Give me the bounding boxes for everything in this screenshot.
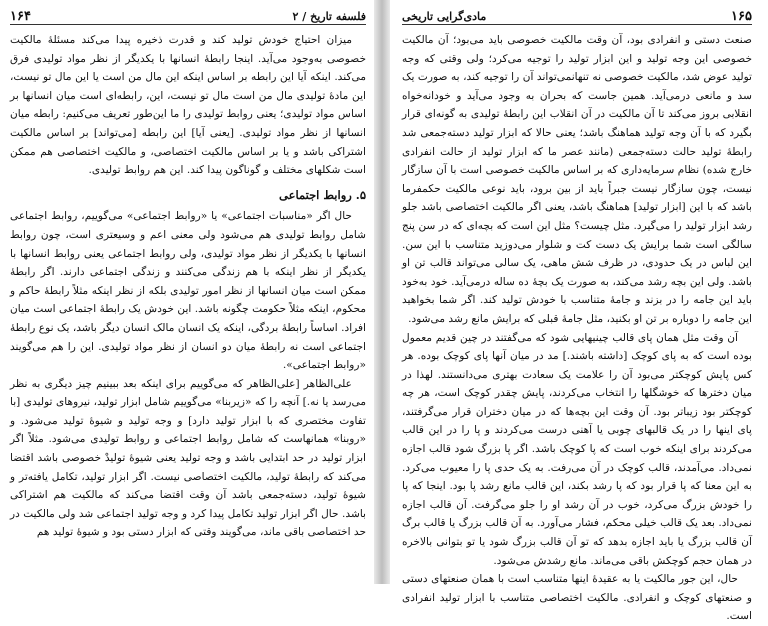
- right-page-body: [402, 31, 752, 626]
- left-page-number: ۱۶۴: [10, 8, 31, 24]
- left-running-title: فلسفه تاریخ / ۲: [292, 9, 366, 23]
- left-page-body: [10, 31, 366, 542]
- paragraph: آن وقت مثل همان پای قالب چینیهایی شود که می‌گفتند در چین قدیم معمول بوده است که به پای کوچک [داشته باشند.] مد در میان آنها پای کوچک بوده. هر کس پایش کوچکتر می‌بود آن را علامت یک سعادت بهتری می‌دانستند. لهذا در میان دخترها که خوشگلها را انتخاب می‌کردند، پایش چقدر کوچک است، هر چه کوچکتر بود زیباتر بود. آن وقت این بچه‌ها که در میان دختران قرار می‌گرفتند، پای اینها را در یک قالبهای چوبی یا آهنی درست می‌کردند و پا را در این قالب می‌کردند برای اینکه خوب است که پا کوچک باشد. اگر پا بزرگ شود قالب اجازه نمی‌داد. می‌آمدند، قالب کوچک در آن می‌رفت. به یک حدی پا را معیوب می‌کرد. به این معنا که پا قرار بود که پا رشد بکند، این قالب مانع رشد پا بود. اینجا که پا را خودش بزرگ می‌کرد، خوب در آن رشد او را جلو می‌گرفت. آن قالب اجازه نمی‌داد. بعد یک قالب خیلی محکم، فشار می‌آورد. به آن قالب بزرگ یا قالب برگ آن قالب بزرگ یا باید اجازه بدهد که تو آن قالب بزرگ شود یا تو بتوانی بالاخره در همان حجم کوچکش باقی می‌ماند. مانع رشدش می‌شود.: [402, 331, 752, 567]
- section-heading: ۵. روابط اجتماعی: [279, 187, 366, 202]
- right-page: [390, 0, 768, 623]
- paragraph: میزان احتیاج خودش تولید کند و قدرت ذخیره پیدا می‌کند مسئلهٔ مالکیت خصوصی به‌وجود می‌آید. اینجا رابطهٔ انسانها با یکدیگر از نظر مواد تولیدی فرق می‌کند. اینکه آیا این رابطه بر اساس اینکه این مال من است یا این مال تو نیست، این مادهٔ تولیدی مال من است مال تو نیست، این، رابطه‌ای است میان انسانها بر اساس مواد تولیدی؛ یعنی روابط تولیدی را ما این‌طور تعریف می‌کنیم: رابطه میان انسانها از نظر مواد تولیدی. [یعنی آیا] این رابطه [می‌تواند] بر اساس مالکیت اشتراکی باشد و یا بر اساس مالکیت اختصاصی، و مالکیت اختصاصی هم ممکن است شکلهای مختلف و گوناگون پیدا کند. این هم روابط تولیدی.: [10, 34, 366, 177]
- paragraph: علی‌الظاهر [علی‌الظاهر که می‌گوییم برای اینکه بعد ببینیم چیز دیگری به نظر می‌رسد یا نه.] آنچه را که «زیربنا» می‌گوییم شامل ابزار تولید، نیروهای تولیدی [با تفاوت مختصری که با ابزار تولید دارد] و وجه تولید و شیوهٔ تولید می‌شود. و «روبنا» همانهاست که شامل روابط اجتماعی و روابط تولیدی می‌شود. مثلاً اگر ابزار تولید در حد ابتدایی باشد و وجه تولید یعنی شیوهٔ تولیدْ خصوصی باشد اقتضا می‌کند که رابطهٔ تولید، مالکیت اختصاصی نیست. اگر ابزار تولید، تکامل یافته‌تر و شیوهٔ تولید، دسته‌جمعی باشد آن وقت اقتضا می‌کند که مالکیت هم اشتراکی باشد. حال اگر ابزار تولید تکامل پیدا کرد و وجه تولید اجتماعی شد ولی مالکیت در حد اختصاصی باقی ماند، می‌گویند وقتی که ابزار دستی بود و شیوهٔ تولید هم: [10, 377, 366, 539]
- book-spine: [374, 0, 390, 584]
- paragraph: صنعت دستی و انفرادی بود، آن وقت مالکیت خصوصی باید می‌بود؛ آن مالکیت خصوصی این وجه تولید و این ابزار تولید را توجیه می‌کرد؛ ولی وقتی که وجه تولید عوض شد، مالکیت خصوصی نه تنهانمی‌تواند آن را توجیه کند، به صورت یک سد و مانعی درمی‌آید. همین جاست که بحران به وجود می‌آید و خودانه‌خواه انقلابی بروز می‌کند تا آن مالکیت در آن انقلاب این رابطهٔ تولیدی به گونه‌ای قرار بگیرد که با آن وجه تولید هماهنگ باشد؛ یعنی حالا که ابزار تولید دسته‌جمعی شد رابطهٔ تولید حالت دسته‌جمعی (مانند عصر ما که ابزار تولید از حالت انفرادی خارج شده) نظام سرمایه‌داری که بر اساس مالکیت خصوصی است با آن سازگار نیست، چون سازگار نیست جبراً باید از بین برود، باید نوعی مالکیت حکمفرما باشد که با این [ابزار تولید] هماهنگ باشد، یعنی اگر مالکیت اختصاصی باشد جلو رشد ابزار تولید را می‌گیرد. مثل چیست؟ مثل این است که بچه‌ای که در سن پنج سالگی است شما برایش یک دست کت و شلوار می‌دوزید متناسب با این سن. این لباس در یک حدودی، در ظرف شش ماهی، یک سالی می‌تواند قالب تن او باشد. ولی این بچه رشد می‌کند، به صورت یک بچهٔ ده ساله درمی‌آید. خود به‌خود باید این جامه را در بزند و جامهٔ متناسب با خودش تولید کند. اگر شما بخواهید این جامه را دوباره بر تن او بکنید، مثل جامهٔ قبلی که برایش مانع رشد می‌شود.: [402, 34, 752, 325]
- right-running-title: مادی‌گرایی تاریخی: [402, 9, 487, 23]
- left-page-header: [10, 8, 366, 25]
- paragraph: حال اگر «مناسبات اجتماعی» یا «روابط اجتماعی» می‌گوییم، روابط اجتماعی شامل روابط تولیدی هم می‌شود ولی معنی اعم و وسیعتری است، چون روابط انسانها با یکدیگر از نظر مواد تولیدی، ولی روابط اجتماعی یعنی روابط انسانها با یکدیگر از نظر اینکه با هم زندگی می‌کنند و زندگی اجتماعی دارند. اگر رابطهٔ ممکن است میان انسانها از نظر امور تولیدی بلکه از نظر اینکه مثلاً رابطهٔ حاکم و محکوم، اینکه مثلاً حکومت چگونه باشد. این خودش یک رابطهٔ اجتماعی است میان افراد. اساساً رابطهٔ بردگی، اینکه یک انسان مالک انسان دیگر باشد، یک نوع رابطهٔ اجتماعی است نه رابطهٔ میان دو انسان از نظر مواد تولیدی. این را هم می‌گویند «روابط اجتماعی».: [10, 210, 366, 372]
- right-page-number: ۱۶۵: [731, 8, 752, 24]
- left-page: [0, 0, 374, 584]
- right-page-header: [402, 8, 752, 25]
- paragraph: حال، این جور مالکیت یا به عقیدهٔ اینها متناسب است با همان صنعتهای دستی و صنعتهای کوچک و انفرادی. مالکیت اختصاصی متناسب با ابزار تولید انفرادی است.: [402, 573, 752, 623]
